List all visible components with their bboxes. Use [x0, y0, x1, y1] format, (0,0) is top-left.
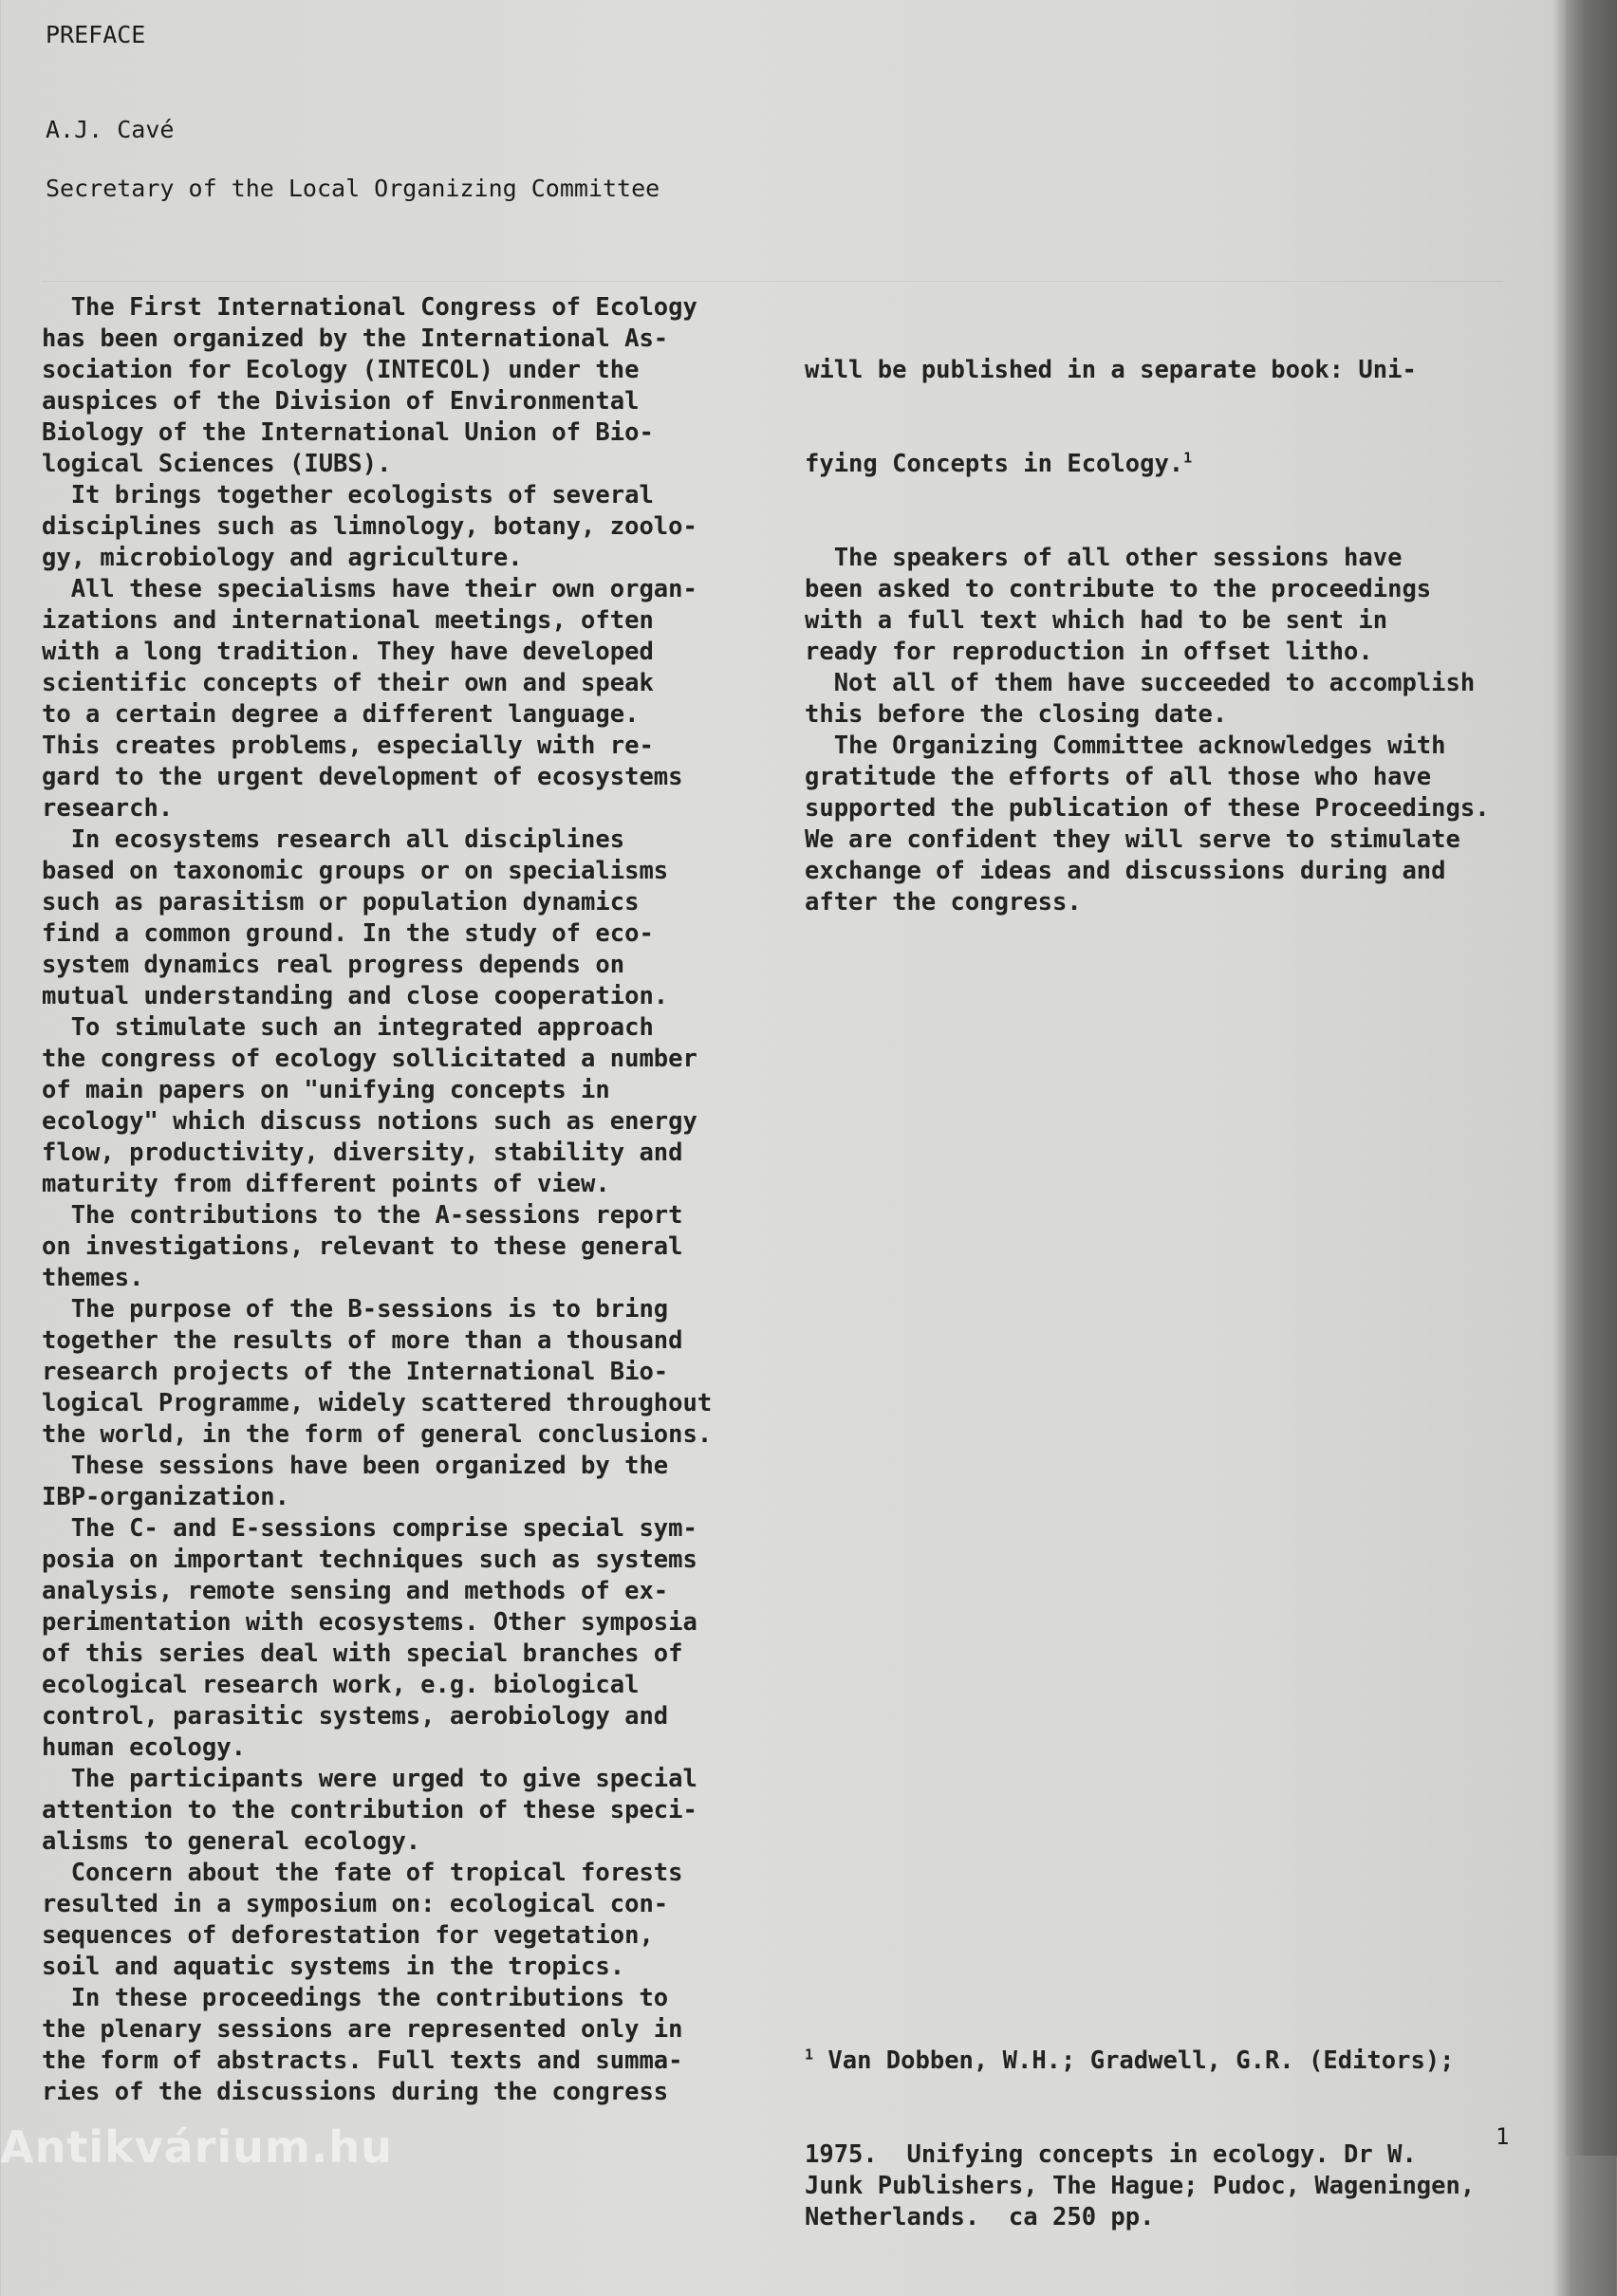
watermark: Antikvárium.hu: [0, 2121, 393, 2173]
left-column: [42, 292, 712, 2108]
left-line: research.: [42, 794, 174, 823]
left-line: together the results of more than a thousand: [42, 1326, 683, 1355]
footnote-body: [805, 2139, 1475, 2233]
footnote-line: 1975. Unifying concepts in ecology. Dr W.: [805, 2140, 1417, 2169]
right-line: [805, 449, 1490, 480]
left-line: It brings together ecologists of several: [42, 481, 654, 509]
left-line: In these proceedings the contributions to: [42, 1984, 669, 2012]
right-line: gratitude the efforts of all those who have: [805, 763, 1432, 791]
right-line-text: fying Concepts in Ecology.: [805, 450, 1184, 478]
left-line: disciplines such as limnology, botany, zoolo-: [42, 512, 697, 541]
author-role: Secretary of the Local Organizing Committee: [46, 175, 660, 202]
left-line: research projects of the International Bio-: [42, 1358, 669, 1386]
left-line: based on taxonomic groups or on specialisms: [42, 857, 669, 885]
left-line: system dynamics real progress depends on: [42, 951, 625, 979]
left-line: The participants were urged to give special: [42, 1765, 697, 1793]
right-line: The Organizing Committee acknowledges with: [805, 731, 1446, 760]
left-line: posia on important techniques such as systems: [42, 1546, 697, 1574]
right-line: been asked to contribute to the proceedings: [805, 575, 1432, 603]
left-line: such as parasitism or population dynamics: [42, 888, 640, 917]
left-line: human ecology.: [42, 1733, 246, 1762]
left-line: the congress of ecology sollicitated a number: [42, 1045, 697, 1073]
left-line: izations and international meetings, often: [42, 606, 654, 635]
footnote-ref: 1: [1183, 449, 1193, 467]
left-line: scientific concepts of their own and speak: [42, 669, 654, 697]
left-line: In ecosystems research all disciplines: [42, 825, 625, 854]
left-line: find a common ground. In the study of eco-: [42, 919, 654, 948]
left-line: has been organized by the International As-: [42, 324, 669, 353]
right-column: [805, 292, 1490, 981]
left-line: logical Programme, widely scattered throughout: [42, 1389, 713, 1417]
left-line: Concern about the fate of tropical forests: [42, 1859, 683, 1887]
left-line: These sessions have been organized by the: [42, 1452, 669, 1480]
right-line: supported the publication of these Proceedings.: [805, 794, 1490, 823]
footnote: [805, 1983, 1475, 2296]
left-line: auspices of the Division of Environmental: [42, 387, 640, 416]
right-line: ready for reproduction in offset litho.: [805, 638, 1373, 666]
right-line: will be published in a separate book: Uni-: [805, 356, 1417, 384]
page-edge-shadow: [1566, 0, 1617, 2156]
right-column-body: [805, 543, 1490, 918]
left-line: to a certain degree a different language.: [42, 700, 640, 729]
right-line: after the congress.: [805, 888, 1082, 917]
left-line: on investigations, relevant to these general: [42, 1232, 683, 1261]
right-line: exchange of ideas and discussions during and: [805, 857, 1446, 885]
left-line: sociation for Ecology (INTECOL) under the: [42, 356, 640, 384]
left-line: the form of abstracts. Full texts and summa-: [42, 2046, 683, 2075]
right-line: with a full text which had to be sent in: [805, 606, 1388, 635]
left-line: gard to the urgent development of ecosystems: [42, 763, 683, 791]
left-line: The purpose of the B-sessions is to bring: [42, 1295, 669, 1324]
right-line: this before the closing date.: [805, 700, 1228, 729]
left-line: themes.: [42, 1264, 144, 1292]
right-line: We are confident they will serve to stimulate: [805, 825, 1460, 854]
left-line: This creates problems, especially with re-: [42, 731, 654, 760]
left-line: flow, productivity, diversity, stability and: [42, 1139, 683, 1167]
footnote-marker: 1: [805, 2046, 814, 2064]
left-line: of this series deal with special branches of: [42, 1639, 683, 1668]
left-line: Biology of the International Union of Bio-: [42, 418, 654, 447]
right-line: Not all of them have succeeded to accomplish: [805, 669, 1476, 697]
page-divider: [42, 281, 1503, 282]
left-line: soil and aquatic systems in the tropics.: [42, 1953, 625, 1981]
left-line: the plenary sessions are represented only in: [42, 2015, 683, 2044]
right-line: The speakers of all other sessions have: [805, 544, 1403, 572]
left-line: perimentation with ecosystems. Other symposia: [42, 1608, 697, 1637]
footnote-line: [805, 2046, 1475, 2077]
left-line: mutual understanding and close cooperation.: [42, 982, 669, 1010]
left-line: resulted in a symposium on: ecological con-: [42, 1890, 669, 1918]
left-line: To stimulate such an integrated approach: [42, 1013, 654, 1042]
left-line: gy, microbiology and agriculture.: [42, 544, 523, 572]
left-line: analysis, remote sensing and methods of ex-: [42, 1577, 669, 1605]
footnote-text: Van Dobben, W.H.; Gradwell, G.R. (Editors);: [813, 2046, 1455, 2075]
left-line: maturity from different points of view.: [42, 1170, 610, 1198]
left-line: control, parasitic systems, aerobiology and: [42, 1702, 669, 1731]
left-line: The First International Congress of Ecology: [42, 293, 697, 322]
footnote-line: Netherlands. ca 250 pp.: [805, 2203, 1155, 2231]
section-title: PREFACE: [46, 21, 146, 48]
left-line: alisms to general ecology.: [42, 1827, 421, 1856]
left-line: ries of the discussions during the congress: [42, 2078, 669, 2106]
left-line: attention to the contribution of these speci-: [42, 1796, 697, 1824]
left-line: with a long tradition. They have developed: [42, 638, 654, 666]
left-line: The contributions to the A-sessions report: [42, 1201, 683, 1230]
left-line: ecological research work, e.g. biological: [42, 1671, 640, 1699]
left-line: the world, in the form of general conclusions.: [42, 1420, 713, 1449]
left-line: ecology" which discuss notions such as energy: [42, 1107, 697, 1136]
author-name: A.J. Cavé: [46, 116, 175, 143]
page-number: 1: [1496, 2123, 1510, 2150]
left-line: of main papers on "unifying concepts in: [42, 1076, 610, 1104]
left-line: IBP-organization.: [42, 1483, 289, 1511]
left-line: The C- and E-sessions comprise special sym-: [42, 1514, 697, 1543]
left-line: All these specialisms have their own organ-: [42, 575, 697, 603]
left-line: logical Sciences (IUBS).: [42, 450, 392, 478]
left-line: sequences of deforestation for vegetation,: [42, 1921, 654, 1950]
footnote-line: Junk Publishers, The Hague; Pudoc, Wageningen,: [805, 2172, 1476, 2200]
